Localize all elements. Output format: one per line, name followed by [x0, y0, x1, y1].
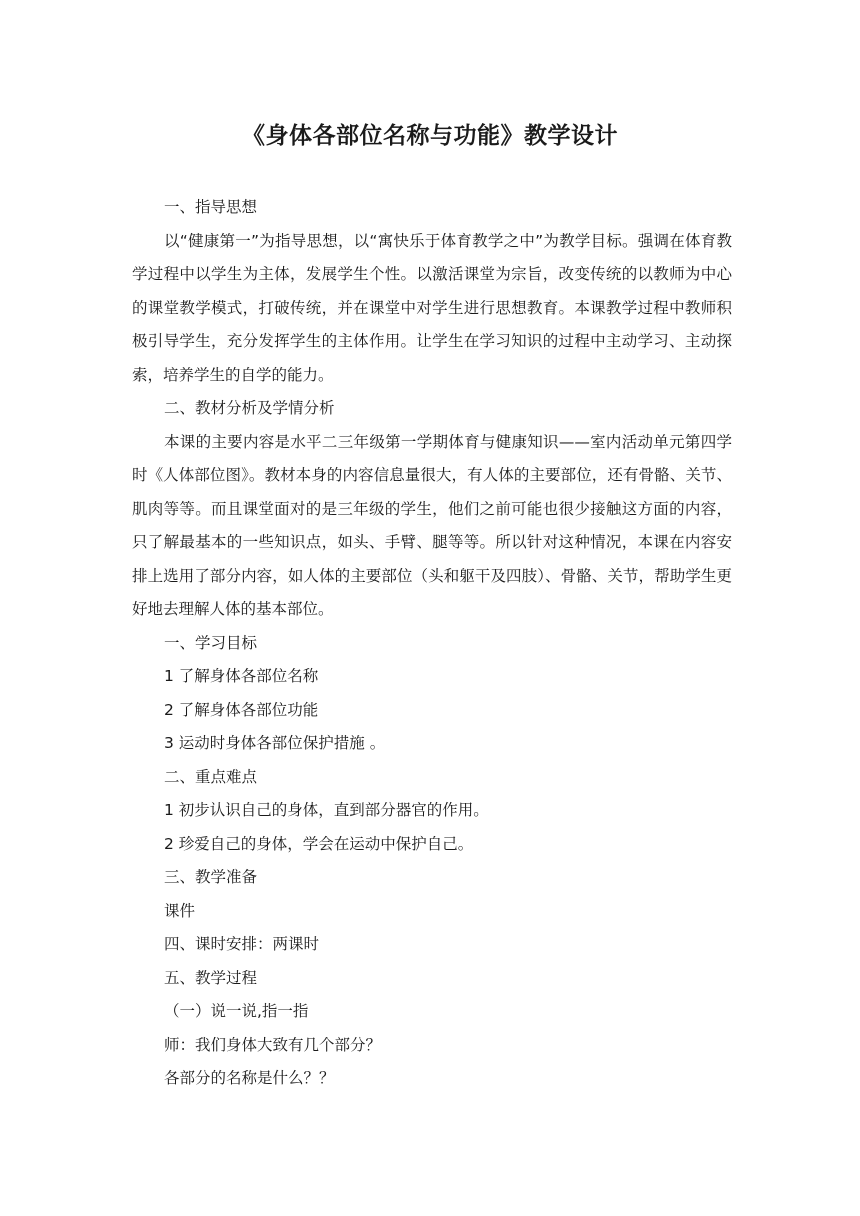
- list-item: 2 珍爱自己的身体，学会在运动中保护自己。: [164, 834, 474, 853]
- list-item: 3 运动时身体各部位保护措施 。: [164, 734, 386, 752]
- list-item: 2 了解身体各部位功能: [164, 700, 319, 719]
- section-heading-key-points: 二、重点难点: [164, 767, 258, 786]
- list-item: 师：我们身体大致有几个部分？: [164, 1035, 382, 1054]
- paragraph-guiding-ideology: 以“健康第一”为指导思想，以“寓快乐于体育教学之中”为教学目标。强调在体育教学过程中以学生为主体，发展学生个性。以激活课堂为宗旨，改变传统的以教师为中心的课堂教学模式，打破传统，并在课堂中对学生进行思想教育。本课教学过程中教师积极引导学生，充分发挥学生的主体作用。让学生在学习知识的过程中主动学习、主动探索，培养学生的自学的能力。: [132, 231, 732, 384]
- section-heading-preparation: 三、教学准备: [164, 868, 258, 886]
- section-heading-schedule: 四、课时安排：两课时: [164, 935, 320, 953]
- document-body: [132, 191, 732, 1096]
- section-heading-learning-goals: 一、学习目标: [164, 633, 258, 652]
- section-heading-material-analysis: 二、教材分析及学情分析: [164, 399, 335, 417]
- section-heading-teaching-process: 五、教学过程: [164, 968, 258, 987]
- subsection-heading: （一）说一说,指一指: [164, 1002, 309, 1020]
- list-item: 1 了解身体各部位名称: [164, 667, 319, 685]
- list-item: 课件: [164, 901, 196, 920]
- paragraph-material-analysis: 本课的主要内容是水平二三年级第一学期体育与健康知识——室内活动单元第四学时《人体部位图》。教材本身的内容信息量很大，有人体的主要部位，还有骨骼、关节、肌肉等等。而且课堂面对的是三年级的学生，他们之前可能也很少接触这方面的内容，只了解最基本的一些知识点，如头、手臂、腿等等。所以针对这种情况，本课在内容安排上选用了部分内容，如人体的主要部位（头和躯干及四肢）、骨骼、关节，帮助学生更好地去理解人体的基本部位。: [132, 432, 732, 618]
- list-item: 各部分的名称是什么？？: [164, 1069, 335, 1087]
- document-title: 《身体各部位名称与功能》教学设计: [242, 123, 618, 149]
- section-heading-guiding-ideology: 一、指导思想: [164, 198, 258, 216]
- list-item: 1 初步认识自己的身体，直到部分器官的作用。: [164, 801, 489, 819]
